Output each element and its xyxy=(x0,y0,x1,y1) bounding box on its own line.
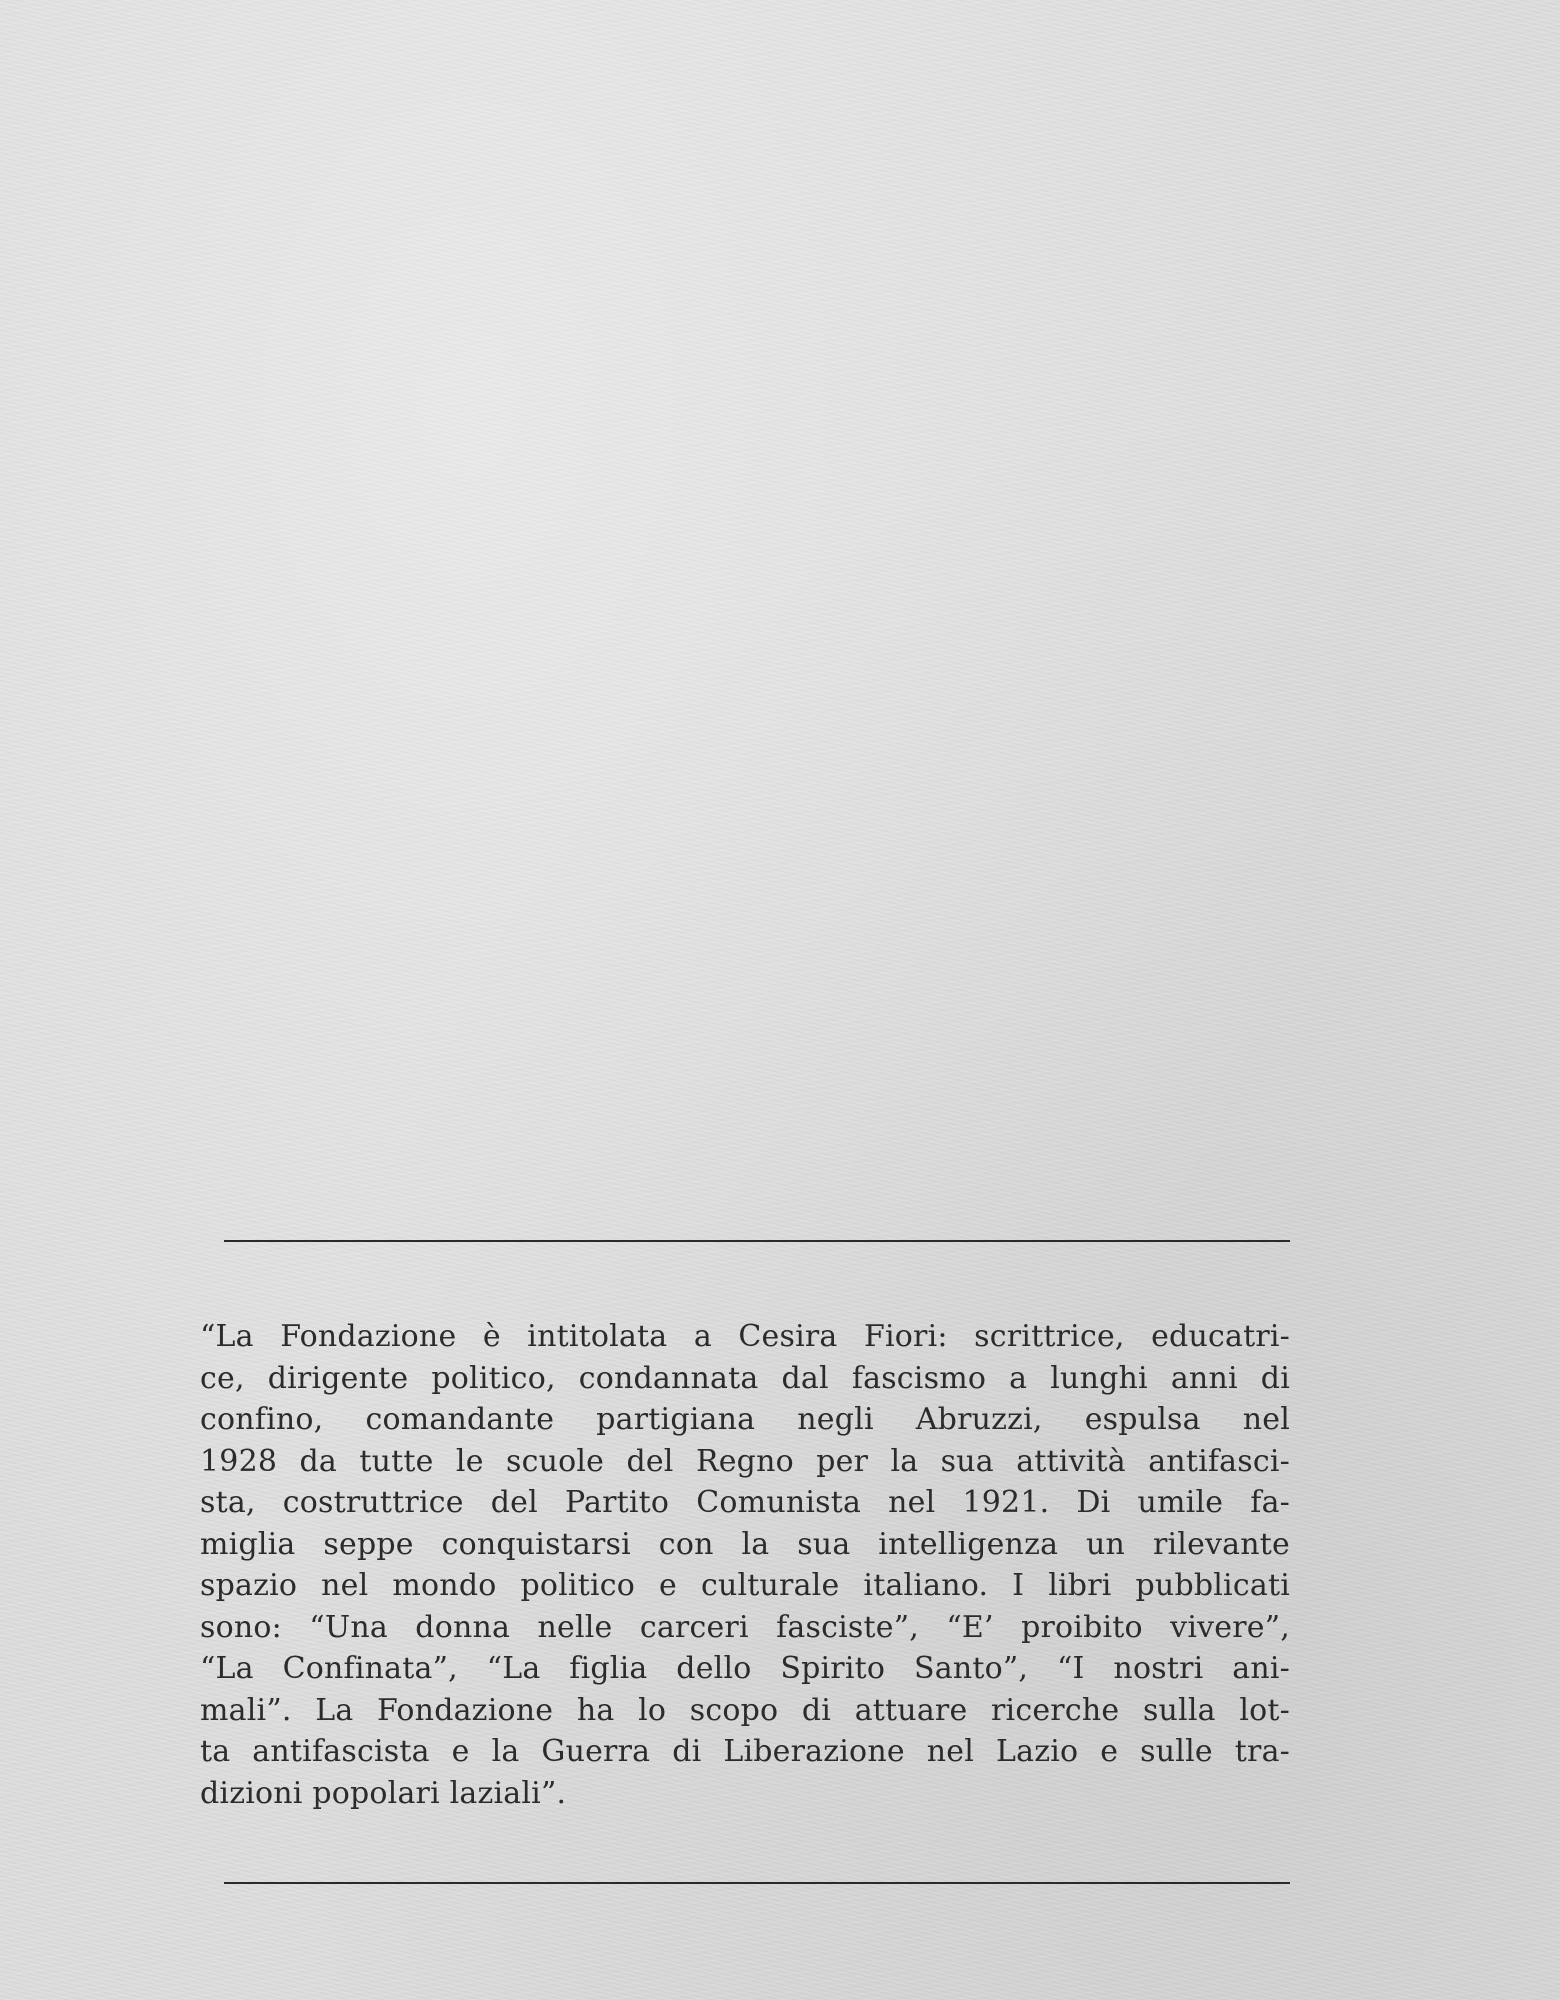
text-line: “La Fondazione è intitolata a Cesira Fiori: scrittrice, educatri- xyxy=(200,1319,1290,1354)
bottom-rule xyxy=(224,1882,1290,1884)
text-line: ta antifascista e la Guerra di Liberazione nel Lazio e sulle tra- xyxy=(200,1734,1290,1769)
text-line: dizioni popolari laziali”. xyxy=(200,1775,567,1811)
foundation-description xyxy=(200,1316,1290,1814)
text-line: confino, comandante partigiana negli Abruzzi, espulsa nel xyxy=(200,1402,1290,1437)
text-line: 1928 da tutte le scuole del Regno per la sua attività antifasci- xyxy=(200,1443,1290,1479)
text-line: mali”. La Fondazione ha lo scopo di attuare ricerche sulla lot- xyxy=(200,1692,1290,1728)
text-line: ce, dirigente politico, condannata dal fascismo a lunghi anni di xyxy=(200,1360,1290,1396)
text-line: sta, costruttrice del Partito Comunista nel 1921. Di umile fa- xyxy=(200,1485,1290,1520)
text-line: spazio nel mondo politico e culturale italiano. I libri pubblicati xyxy=(200,1568,1290,1603)
text-line: miglia seppe conquistarsi con la sua intelligenza un rilevante xyxy=(200,1526,1290,1562)
text-line: sono: “Una donna nelle carceri fasciste”, “E’ proibito vivere”, xyxy=(200,1609,1290,1645)
text-line: “La Confinata”, “La figlia dello Spirito Santo”, “I nostri ani- xyxy=(200,1651,1290,1686)
top-rule xyxy=(224,1240,1290,1242)
